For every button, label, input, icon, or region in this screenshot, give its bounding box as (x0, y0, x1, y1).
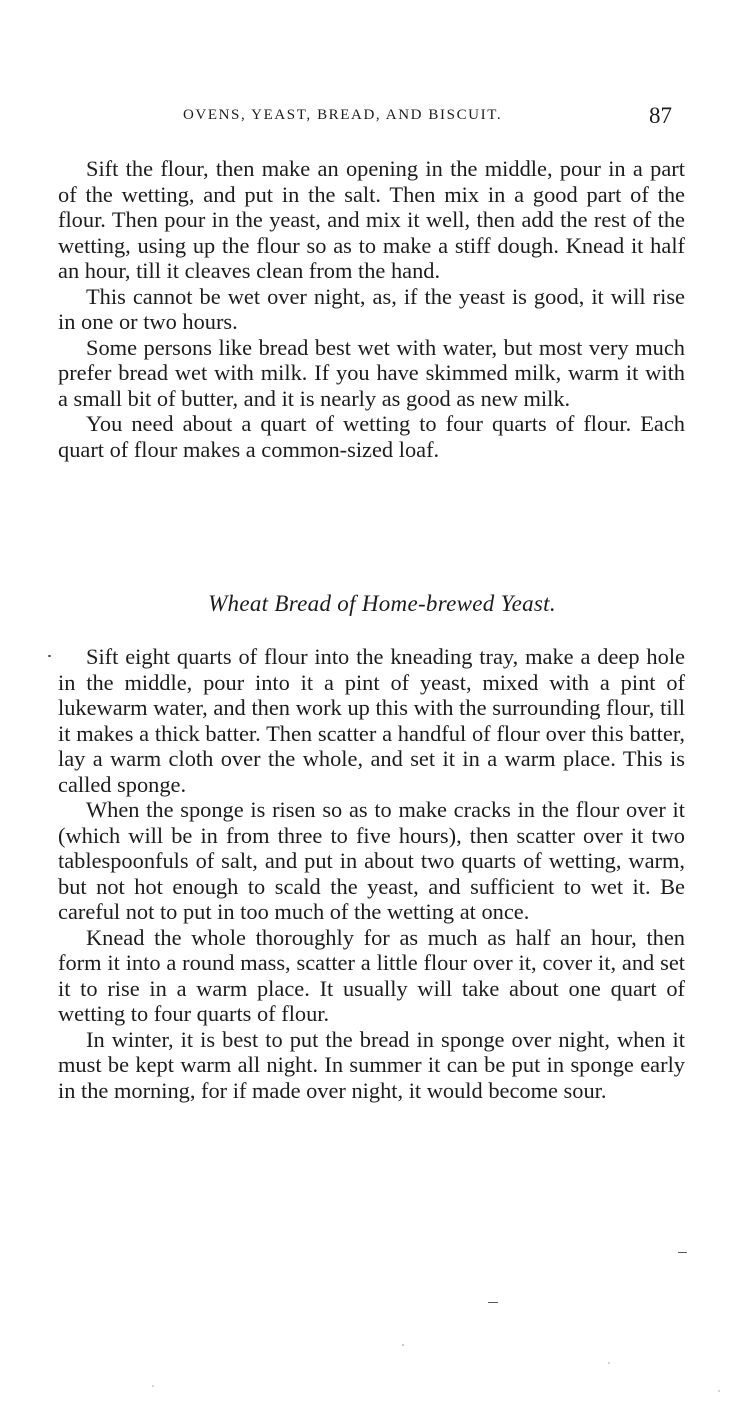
paragraph: Some persons like bread best wet with water, but most very much prefer bread wet with milk. If you have skimmed milk, warm it with a small bit of butter, and it is nearly as good as new milk. (58, 334, 685, 411)
paragraph: When the sponge is risen so as to make cracks in the flour over it (which will be in from three to five hours), then scatter over it two tablespoonfuls of salt, and put in about two quarts of wetting, warm, but not hot enough to scald the yeast, and sufficient to wet it. Be careful not to put in too much of the wetting at once. (58, 797, 685, 924)
print-speck (152, 1385, 154, 1387)
print-speck (48, 655, 51, 657)
print-speck (402, 1344, 404, 1346)
running-header (0, 103, 750, 137)
paragraph: Knead the whole thoroughly for as much as half an hour, then form it into a round mass, scatter a little flour over it, cover it, and set it to rise in a warm place. It usually will take about one quart of wetting to four quarts of flour. (58, 924, 685, 1026)
print-speck (718, 1390, 720, 1392)
paragraph: Sift the flour, then make an opening in the middle, pour in a part of the wetting, and put in the salt. Then mix in a good part of the flour. Then pour in the yeast, and mix it well, then add the rest of the wetting, using up the flour so as to make a stiff dough. Knead it half an hour, till it cleaves clean from the hand. (58, 156, 685, 283)
print-speck (608, 1362, 610, 1364)
recipe-text (58, 644, 685, 1103)
section-one-text (58, 156, 685, 462)
recipe-heading: Wheat Bread of Home-brewed Yeast. (208, 591, 556, 616)
running-title: OVENS, YEAST, BREAD, AND BISCUIT. (183, 107, 503, 123)
paragraph: In winter, it is best to put the bread in sponge over night, when it must be kept warm all night. In summer it can be put in sponge early in the morning, for if made over night, it would become sour. (58, 1026, 685, 1103)
paragraph: This cannot be wet over night, as, if the yeast is good, it will rise in one or two hours. (58, 283, 685, 334)
print-speck (678, 1252, 687, 1253)
print-speck (488, 1302, 498, 1303)
page-number: 87 (649, 103, 672, 128)
paragraph: Sift eight quarts of flour into the kneading tray, make a deep hole in the middle, pour into it a pint of yeast, mixed with a pint of lukewarm water, and then work up this with the surrounding flour, till it makes a thick batter. Then scatter a handful of flour over this batter, lay a warm cloth over the whole, and set it in a warm place. This is called sponge. (58, 644, 685, 797)
paragraph: You need about a quart of wetting to four quarts of flour. Each quart of flour makes a common-sized loaf. (58, 411, 685, 462)
